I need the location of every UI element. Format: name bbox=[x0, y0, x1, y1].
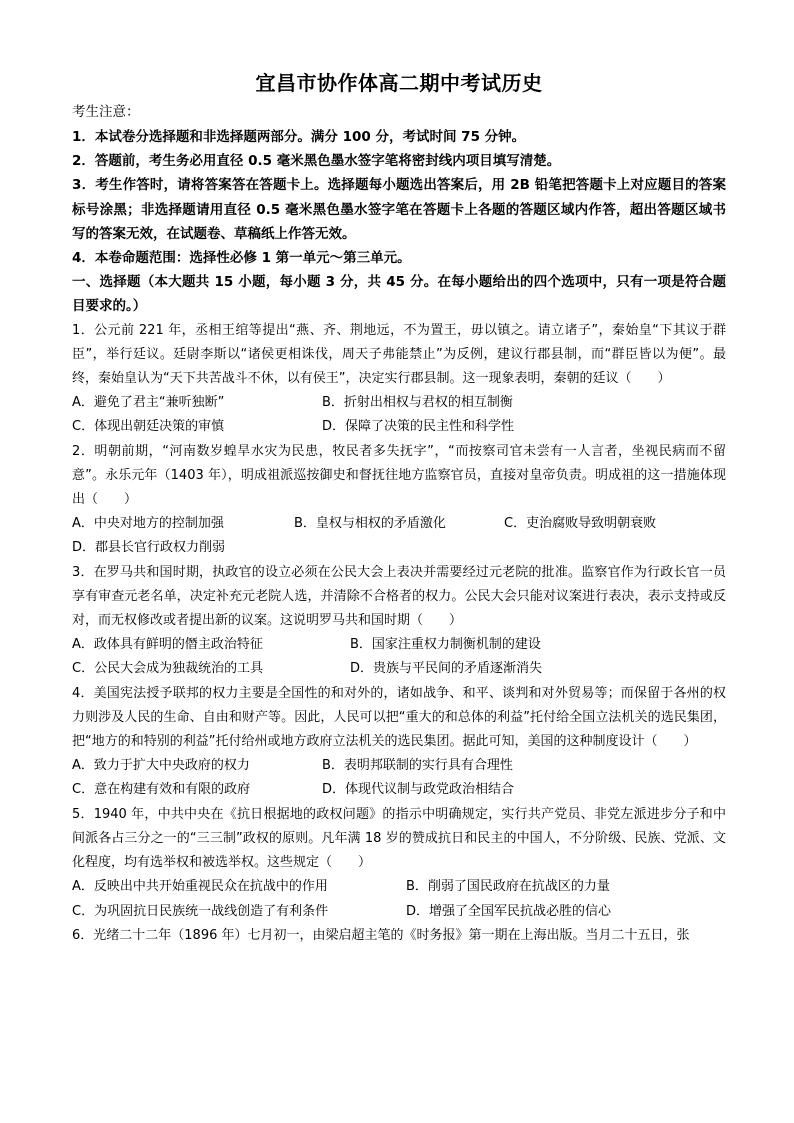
question-2-options bbox=[72, 512, 726, 560]
option-d: D．保障了决策的民主性和科学性 bbox=[322, 419, 515, 435]
option-b: B．皇权与相权的矛盾激化 bbox=[294, 516, 446, 532]
option-a: A．致力于扩大中央政府的权力 bbox=[72, 758, 250, 774]
option-c: C．吏治腐败导致明朝衰败 bbox=[504, 516, 657, 532]
option-a: A．中央对地方的控制加强 bbox=[72, 516, 224, 532]
question-2-stem: 2．明朝前期，“河南数岁蝗旱水灾为民患，牧民者多失抚字”，“而按察司官未尝有一人言者，坐视民病而不留意”。永乐元年（1403 年），明成祖派巡按御史和督抚往地方监察官员，直接对皇帝负责。明成祖的这一措施体现出（ ） bbox=[72, 443, 726, 508]
question-5-options bbox=[72, 875, 726, 923]
question-4-options bbox=[72, 754, 726, 802]
section-heading: 一、选择题（本大题共 15 小题，每小题 3 分，共 45 分。在每小题给出的四个选项中，只有一项是符合题目要求的。） bbox=[72, 274, 726, 315]
notice-heading: 考生注意： bbox=[72, 104, 140, 120]
exam-page bbox=[72, 66, 726, 948]
option-a: A．避免了君主“兼听独断” bbox=[72, 395, 225, 411]
option-c: C．体现出朝廷决策的审慎 bbox=[72, 419, 225, 435]
option-c: C．为巩固抗日民族统一战线创造了有利条件 bbox=[72, 903, 329, 919]
option-b: B．削弱了国民政府在抗战区的力量 bbox=[406, 879, 610, 895]
question-3-options bbox=[72, 633, 726, 681]
option-a: A．政体具有鲜明的僭主政治特征 bbox=[72, 637, 263, 653]
option-c: C．意在构建有效和有限的政府 bbox=[72, 782, 251, 798]
question-3-stem: 3．在罗马共和国时期，执政官的设立必须在公民大会上表决并需要经过元老院的批准。监察官作为行政长官一员享有审查元老名单，决定补充元老院人选，并清除不合格者的权力。公民大会只能对议案进行表决，表示支持或反对，而无权修改或者提出新的议案。这说明罗马共和国时期（ ） bbox=[72, 564, 726, 629]
option-d: D．体现代议制与政党政治相结合 bbox=[322, 782, 515, 798]
option-b: B．国家注重权力制衡机制的建设 bbox=[350, 637, 541, 653]
question-4-stem: 4．美国宪法授予联邦的权力主要是全国性的和对外的，诸如战争、和平、谈判和对外贸易等；而保留于各州的权力则涉及人民的生命、自由和财产等。因此，人民可以把“重大的和总体的利益”托付给全国立法机关的选民集团，把“地方的和特别的利益”托付给州或地方政府立法机关的选民集团。据此可知，美国的这种制度设计（ ） bbox=[72, 685, 726, 750]
option-c: C．公民大会成为独裁统治的工具 bbox=[72, 661, 264, 677]
page-title: 宜昌市协作体高二期中考试历史 bbox=[255, 71, 543, 95]
option-b: B．折射出相权与君权的相互制衡 bbox=[322, 395, 513, 411]
notice-item: 1．本试卷分选择题和非选择题两部分。满分 100 分，考试时间 75 分钟。 bbox=[72, 129, 526, 145]
option-d: D．贵族与平民间的矛盾逐渐消失 bbox=[350, 661, 543, 677]
notice-item: 2．答题前，考生务必用直径 0.5 毫米黑色墨水签字笔将密封线内项目填写清楚。 bbox=[72, 153, 561, 170]
option-b: B．表明邦联制的实行具有合理性 bbox=[322, 758, 513, 774]
question-1-stem: 1．公元前 221 年，丞相王绾等提出“燕、齐、荆地远，不为置王，毋以镇之。请立诸子”，秦始皇“下其议于群臣”，举行廷议。廷尉李斯以“诸侯更相诛伐，周天子弗能禁止”为反例，建议行郡县制，而“群臣皆以为便”。最终，秦始皇认为“天下共苦战斗不休，以有侯王”，决定实行郡县制。这一现象表明，秦朝的廷议（ ） bbox=[72, 322, 726, 387]
option-d: D．增强了全国军民抗战必胜的信心 bbox=[406, 903, 612, 919]
option-a: A．反映出中共开始重视民众在抗战中的作用 bbox=[72, 879, 328, 895]
option-d: D．郡县长官行政权力削弱 bbox=[72, 540, 226, 556]
question-1-options bbox=[72, 391, 726, 439]
notice-item: 4．本卷命题范围：选择性必修 1 第一单元～第三单元。 bbox=[72, 250, 411, 267]
question-6-stem: 6．光绪二十二年（1896 年）七月初一，由梁启超主笔的《时务报》第一期在上海出版。当月二十五日，张 bbox=[72, 927, 690, 943]
notice-item: 3．考生作答时，请将答案答在答题卡上。选择题每小题选出答案后，用 2B 铅笔把答题卡上对应题目的答案标号涂黑；非选择题请用直径 0.5 毫米黑色墨水签字笔在答题卡上各题的答题区域内作答，超出答题区域书写的答案无效，在试题卷、草稿纸上作答无效。 bbox=[72, 177, 726, 242]
question-5-stem: 5．1940 年，中共中央在《抗日根据地的政权问题》的指示中明确规定，实行共产党员、非党左派进步分子和中间派各占三分之一的“三三制”政权的原则。凡年满 18 岁的赞成抗日和民主的中国人，不分阶级、民族、党派、文化程度，均有选举权和被选举权。这些规定（ ） bbox=[72, 806, 726, 871]
